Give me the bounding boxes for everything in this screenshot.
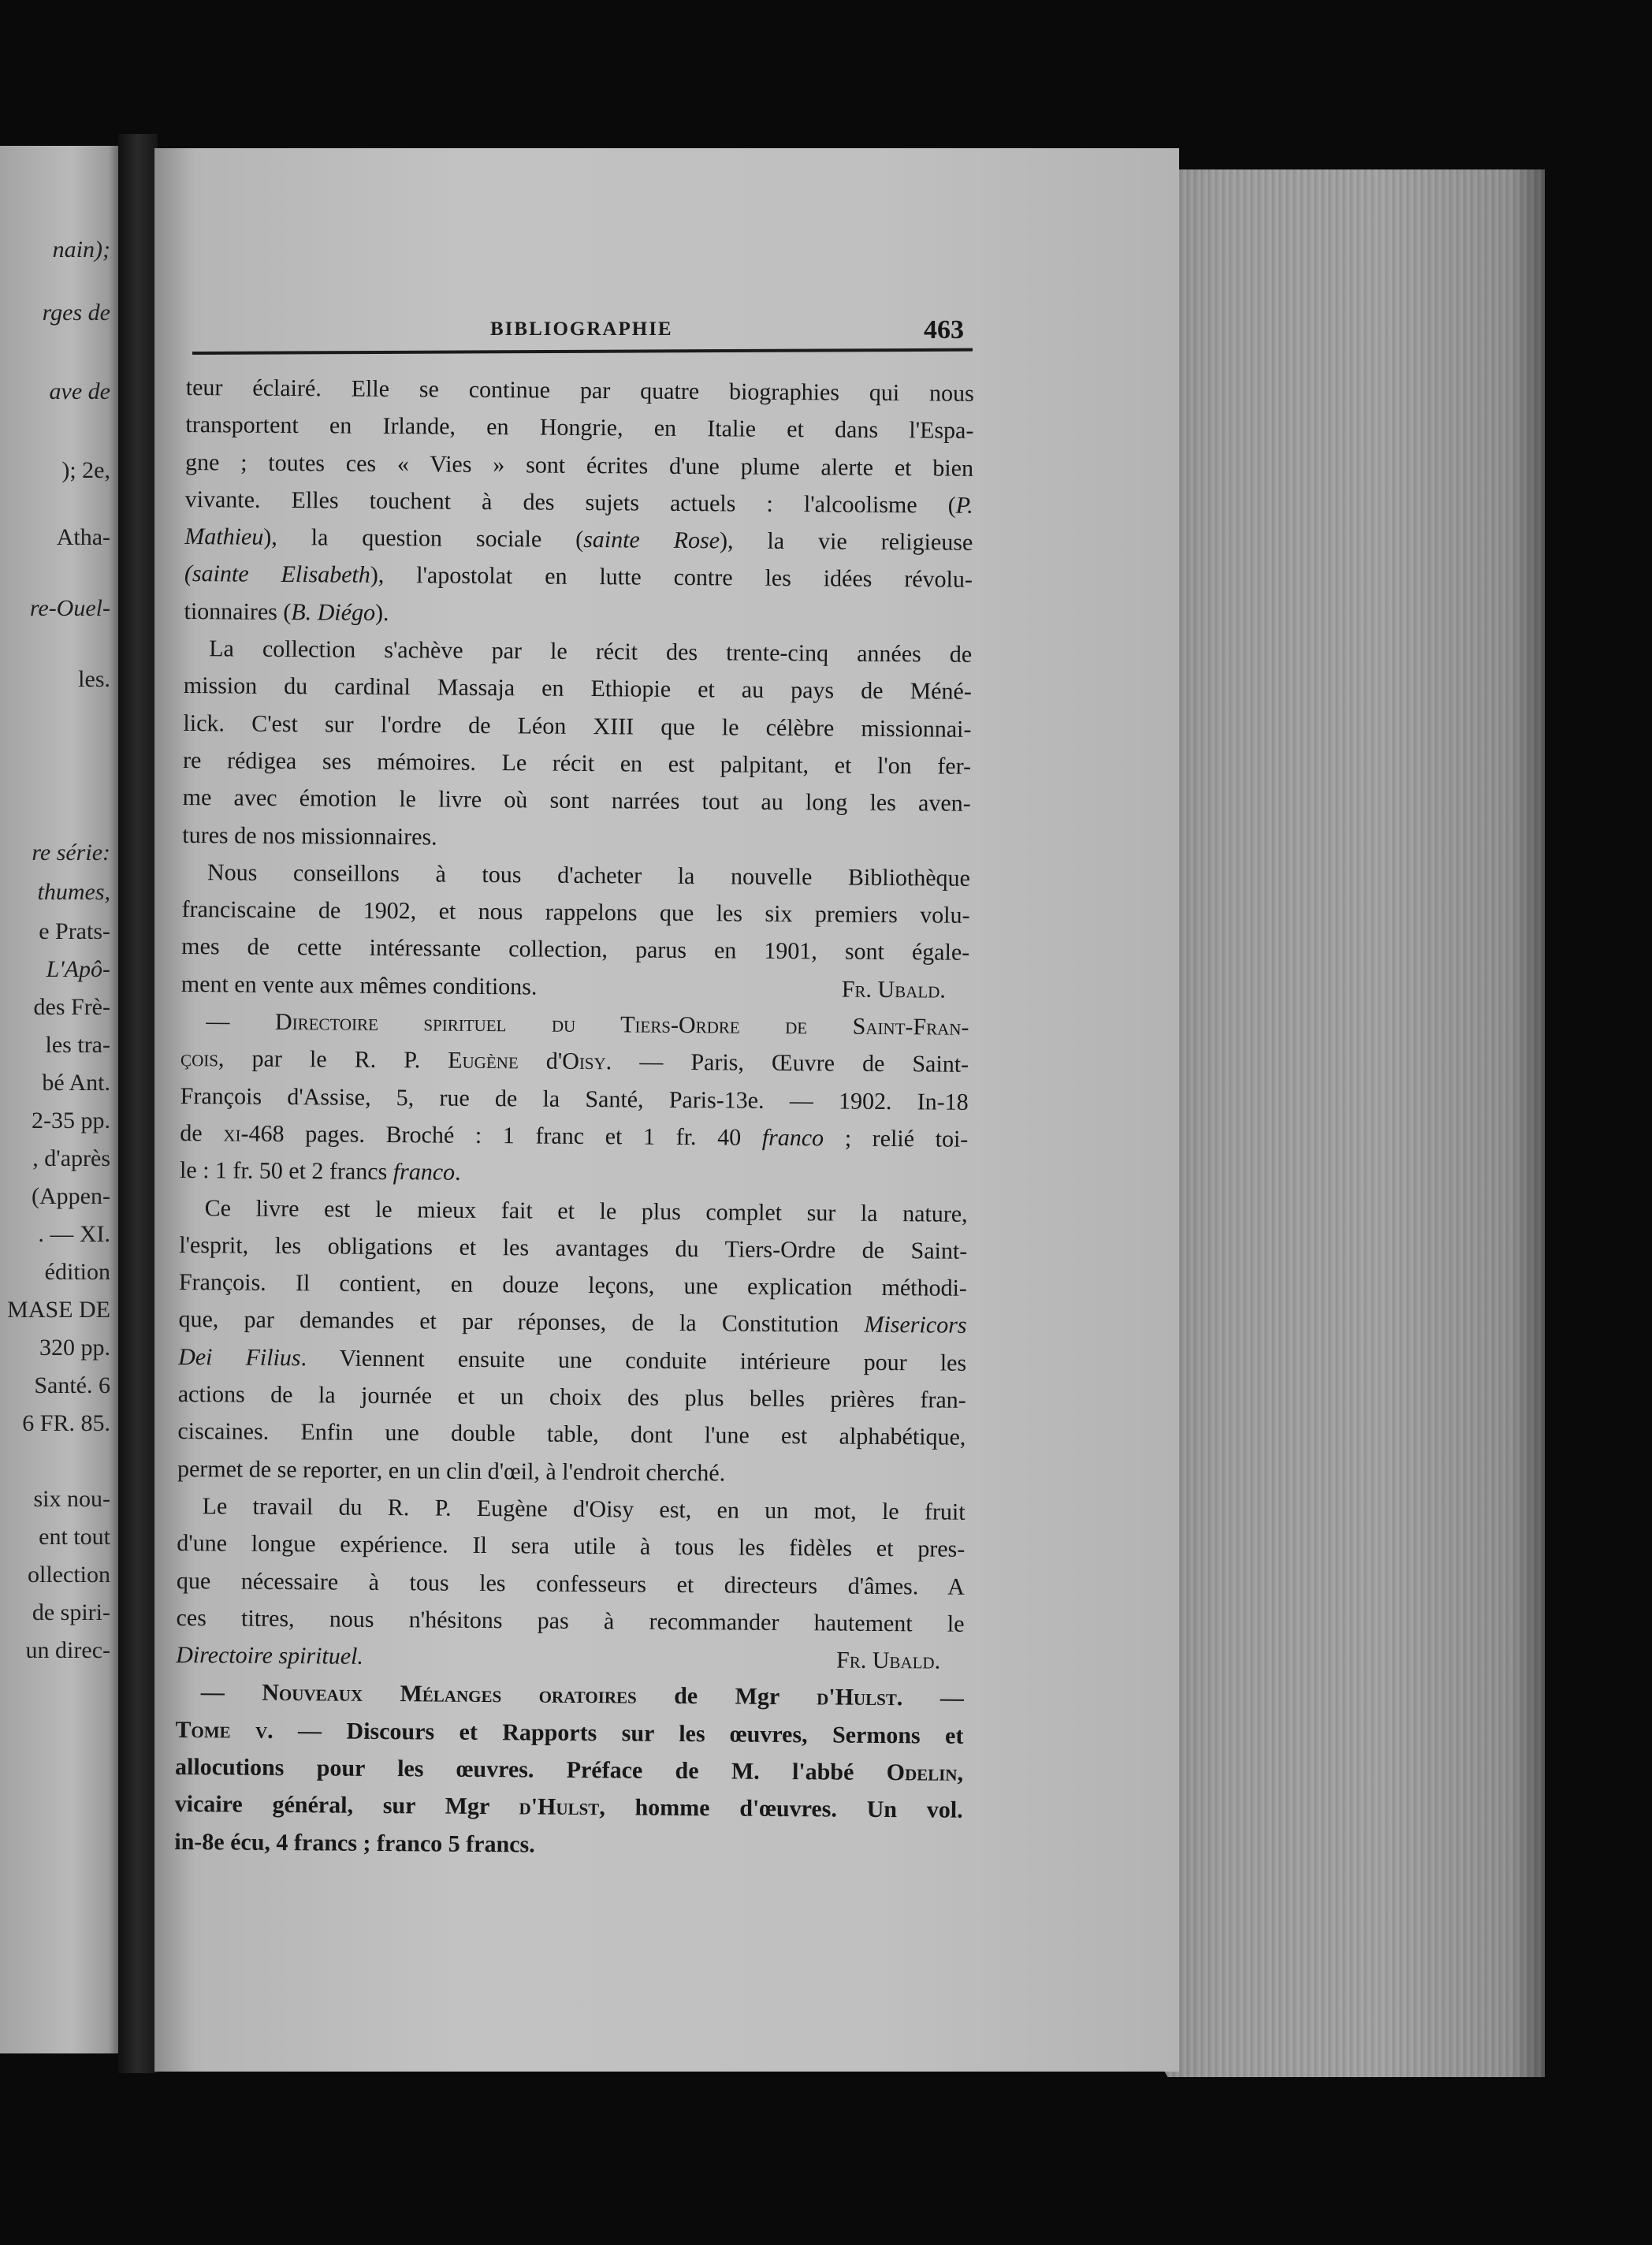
text-line: mission du cardinal Massaja en Ethiopie et au pays de Méné- (183, 672, 972, 706)
text-run-italic: Dei Filius (178, 1343, 301, 1371)
text-run: , (957, 1759, 964, 1786)
author-name: Oisy (562, 1048, 606, 1075)
body-text (174, 369, 974, 1867)
book-gutter (118, 134, 158, 2073)
previous-page-text-fragment: thumes, (37, 879, 110, 905)
text-line: gne ; toutes ces « Vies » sont écrites d'une plume alerte et bien (184, 449, 974, 482)
text-run: ), l'apostolat en lutte contre les idées révolu- (370, 562, 973, 594)
text-line: d'une longue expérience. Il sera utile à tous les fidèles et pres- (177, 1530, 966, 1563)
author-name: d'Hulst (817, 1684, 897, 1711)
text-line (176, 1636, 964, 1680)
bibliography-entry-line (180, 1003, 969, 1046)
text-run-italic: Mathieu (184, 523, 264, 550)
previous-page-text-fragment: re-Ouel- (29, 595, 110, 621)
text-run-italic: (sainte Elisabeth (184, 560, 370, 589)
author-name: Eugène (448, 1047, 519, 1074)
text-line (178, 1301, 966, 1344)
text-line: actions de la journée et un choix des plus belles prières fran- (177, 1380, 966, 1413)
text-line: ces titres, nous n'hésitons pas à recommander hautement le (176, 1604, 965, 1637)
text-line: mes de cette intéressante collection, parus en 1901, sont égale- (181, 933, 970, 966)
previous-page-text-fragment: . — XI. (38, 1221, 110, 1247)
text-run: — (200, 1679, 262, 1707)
text-run-italic: franco (393, 1159, 456, 1186)
previous-page-text-fragment: MASE DE (7, 1297, 110, 1323)
text-run: . — (896, 1685, 964, 1712)
previous-page-text-fragment: e Prats- (39, 918, 110, 944)
entry-title: Directoire spirituel du Tiers-Ordre de Saint-Fran- (274, 1008, 969, 1041)
previous-page-fragment (0, 146, 118, 2053)
text-run: ment en vente aux mêmes conditions. (180, 970, 538, 1000)
previous-page-text-fragment: Santé. 6 (34, 1372, 110, 1398)
text-run: d' (518, 1048, 563, 1075)
running-head: BIBLIOGRAPHIE (490, 318, 673, 340)
text-run-italic: Misericors (864, 1312, 967, 1339)
text-line: me avec émotion le livre où sont narrées tout au long les aven- (182, 784, 971, 817)
previous-page-text-fragment: de spiri- (32, 1599, 110, 1625)
previous-page-text-fragment: ); 2e, (61, 457, 110, 483)
signature: Fr. Ubald. (835, 1647, 941, 1674)
previous-page-text-fragment: les. (78, 666, 110, 692)
signature: Fr. Ubald. (841, 976, 946, 1003)
text-line: franciscaine de 1902, et nous rappelons que les six premiers volu- (181, 896, 970, 929)
text-line: Ce livre est le mieux fait et le plus complet sur la nature, (204, 1194, 968, 1227)
previous-page-text-fragment: ent tout (39, 1524, 110, 1550)
text-run: , par le R. P. (218, 1045, 448, 1074)
text-run: vicaire général, sur Mgr (174, 1791, 519, 1820)
text-run: -468 pages. Broché : 1 franc et 1 fr. 40 (240, 1120, 762, 1151)
text-line (184, 518, 973, 561)
bibliography-entry-line (180, 1115, 968, 1158)
author-name: Odelin (886, 1759, 958, 1786)
text-run: ; relié toi- (823, 1125, 969, 1152)
text-run-smallcaps: çois (180, 1045, 219, 1072)
previous-page-text-fragment: un direc- (25, 1637, 110, 1663)
previous-page-text-fragment: L'Apô- (46, 956, 110, 982)
previous-page-text-fragment: édition (44, 1259, 110, 1285)
text-run-italic: Directoire spirituel. (176, 1642, 364, 1670)
bibliography-entry-line (175, 1711, 963, 1755)
previous-page-text-fragment: (Appen- (32, 1183, 110, 1209)
previous-page-text-fragment: 2-35 pp. (32, 1108, 110, 1134)
text-run: ). (374, 599, 389, 626)
text-run: de (180, 1119, 224, 1147)
text-run: , homme d'œuvres. Un vol. (599, 1794, 963, 1824)
text-run: vivante. Elles touchent à des sujets actuels : l'alcoolisme ( (184, 486, 956, 519)
bibliography-entry-line (180, 1040, 969, 1083)
text-line: teur éclairé. Elle se continue par quatre biographies qui nous (185, 374, 974, 407)
previous-page-text-fragment: six nou- (33, 1486, 110, 1512)
text-run: ), la vie religieuse (719, 527, 973, 557)
text-run: . (454, 1159, 461, 1186)
page-number: 463 (924, 315, 964, 344)
text-run: . — Paris, Œuvre de Saint- (605, 1048, 969, 1078)
text-line (184, 593, 972, 636)
text-line: transportent en Irlande, en Hongrie, en Italie et dans l'Espa- (185, 411, 974, 445)
previous-page-text-fragment: nain); (52, 236, 110, 262)
bibliography-entry-line (175, 1748, 963, 1792)
text-run-smallcaps: xi (223, 1120, 241, 1147)
text-run: ), la question sociale ( (263, 523, 584, 553)
text-line: Nous conseillons à tous d'acheter la nouvelle Bibliothèque (206, 859, 971, 892)
text-line: lick. C'est sur l'ordre de Léon XIII que le célèbre missionnai- (183, 709, 972, 743)
text-line (184, 555, 973, 598)
text-run: allocutions pour les œuvres. Préface de M. l'abbé (174, 1753, 887, 1786)
text-run-italic: B. Diégo (291, 598, 376, 626)
previous-page-text-fragment: les tra- (45, 1032, 110, 1058)
previous-page-text-fragment: 6 FR. 85. (22, 1410, 110, 1436)
previous-page-text-fragment: bé Ant. (42, 1070, 110, 1096)
text-run-italic: franco (761, 1124, 824, 1152)
author-name: d'Hulst (519, 1793, 600, 1821)
text-run: tionnaires ( (184, 598, 292, 625)
page-fore-edge (1135, 169, 1545, 2077)
entry-title: Nouveaux Mélanges oratoires (262, 1680, 637, 1709)
previous-page-text-fragment: ollection (28, 1562, 110, 1588)
previous-page-text-fragment: re série: (32, 840, 110, 866)
text-line: ciscaines. Enfin une double table, dont l'une est alphabétique, (177, 1418, 966, 1451)
previous-page-text-fragment: Atha- (56, 524, 110, 550)
text-line (185, 481, 973, 524)
bibliography-entry-line (175, 1785, 963, 1829)
bibliography-entry-line: François d'Assise, 5, rue de la Santé, Paris-13e. — 1902. In-18 (180, 1082, 969, 1115)
text-run: . Viennent ensuite une conduite intérieure pour les (300, 1344, 967, 1376)
text-run-italic: P. (955, 492, 973, 519)
text-line: re rédigea ses mémoires. Le récit en est palpitant, et l'on fer- (182, 746, 972, 780)
bibliography-entry-line: in-8e écu, 4 francs ; franco 5 francs. (174, 1828, 535, 1858)
text-line (181, 966, 969, 1009)
text-run: que, par demandes et par réponses, de la Constitution (178, 1306, 865, 1338)
text-run: . — Discours et Rapports sur les œuvres, Sermons et (267, 1717, 964, 1749)
previous-page-text-fragment: 320 pp. (39, 1335, 110, 1361)
text-line: tures de nos missionnaires. (182, 821, 437, 851)
text-run: de Mgr (636, 1682, 817, 1711)
text-line: La collection s'achève par le récit des trente-cinq années de (209, 635, 973, 668)
text-line: François. Il contient, en douze leçons, une explication méthodi- (178, 1269, 967, 1301)
bibliography-entry-line (176, 1674, 964, 1717)
text-run: — (206, 1008, 276, 1035)
previous-page-text-fragment: ave de (49, 378, 110, 404)
previous-page-text-fragment: , d'après (32, 1145, 110, 1171)
text-run-smallcaps: Tome v (175, 1716, 268, 1744)
text-run-italic: sainte Rose (583, 527, 720, 554)
text-line: Le travail du R. P. Eugène d'Oisy est, en un mot, le fruit (202, 1493, 966, 1525)
previous-page-text-fragment: des Frè- (33, 994, 110, 1020)
text-line: permet de se reporter, en un clin d'œil, à l'endroit cherché. (177, 1455, 726, 1487)
bibliography-entry-line (180, 1152, 968, 1195)
text-line: l'esprit, les obligations et les avantages du Tiers-Ordre de Saint- (179, 1231, 968, 1264)
text-run: le : 1 fr. 50 et 2 francs (179, 1157, 393, 1186)
text-line (178, 1338, 966, 1382)
previous-page-text-fragment: rges de (42, 300, 110, 326)
text-line: que nécessaire à tous les confesseurs et directeurs d'âmes. A (176, 1567, 966, 1600)
